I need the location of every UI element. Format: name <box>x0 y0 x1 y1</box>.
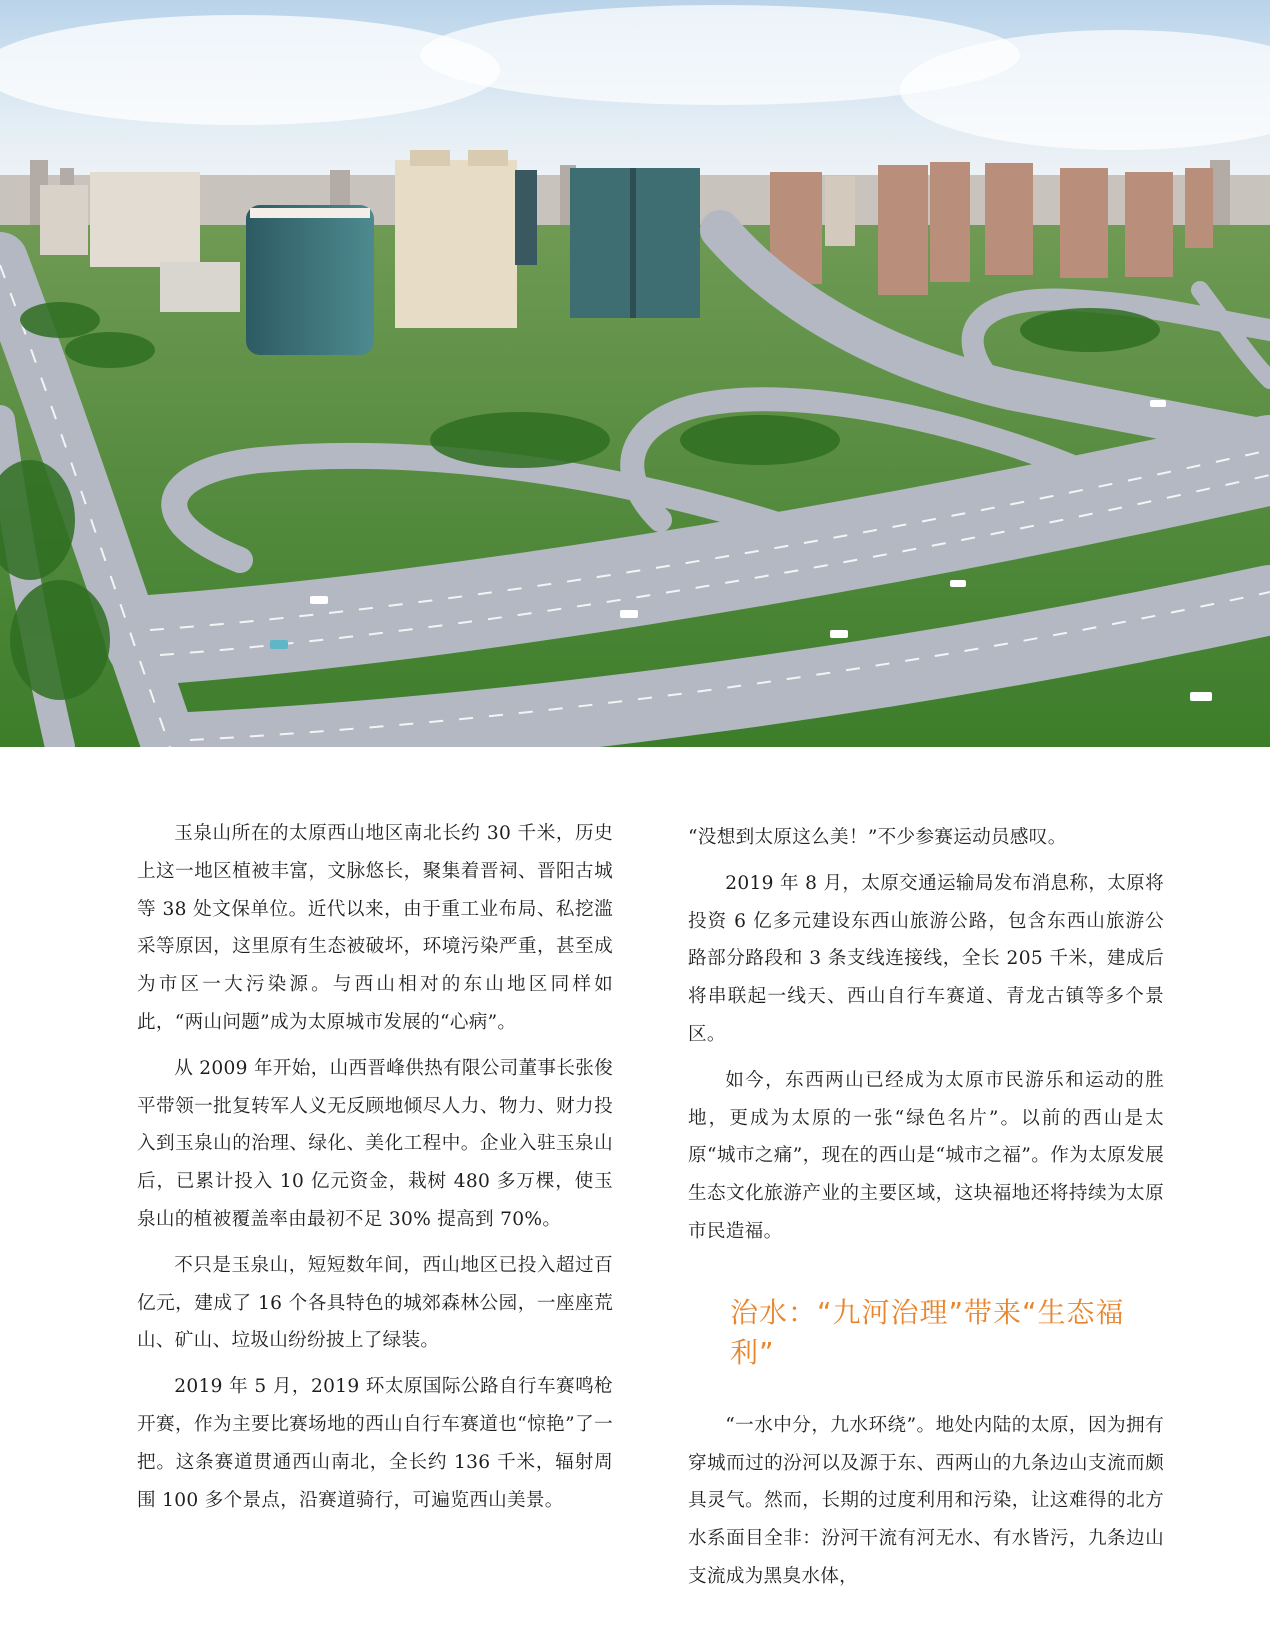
left-text-column <box>137 815 613 1527</box>
city-highway-interchange-icon <box>0 0 1270 747</box>
paragraph: 2019 年 5 月，2019 环太原国际公路自行车赛鸣枪开赛，作为主要比赛场地的西山自行车赛道也“惊艳”了一把。这条赛道贯通西山南北，全长约 136 千米，辐射周围 100 多个景点，沿赛道骑行，可遍览西山美景。 <box>137 1376 613 1511</box>
aerial-city-photo <box>0 0 1270 747</box>
right-text-column <box>688 819 1164 1604</box>
paragraph: 玉泉山所在的太原西山地区南北长约 30 千米，历史上这一地区植被丰富，文脉悠长，聚集着晋祠、晋阳古城等 38 处文保单位。近代以来，由于重工业布局、私挖滥采等原因，这里原有生态被破坏，环境污染严重，甚至成为市区一大污染源。与西山相对的东山地区同样如此，“两山问题”成为太原城市发展的“心病”。 <box>137 823 613 1033</box>
paragraph: 2019 年 8 月，太原交通运输局发布消息称，太原将投资 6 亿多元建设东西山旅游公路，包含东西山旅游公路部分路段和 3 条支线连接线，全长 205 千米，建成后将串联起一线天、西山自行车赛道、青龙古镇等多个景区。 <box>688 872 1164 1045</box>
paragraph: 从 2009 年开始，山西晋峰供热有限公司董事长张俊平带领一批复转军人义无反顾地倾尽人力、物力、财力投入到玉泉山的治理、绿化、美化工程中。企业入驻玉泉山后，已累计投入 10 亿元资金，栽树 480 多万棵，使玉泉山的植被覆盖率由最初不足 30% 提高到 70%。 <box>137 1057 614 1230</box>
section-heading: 治水：“九河治理”带来“生态福利” <box>730 1295 1125 1369</box>
paragraph: 如今，东西两山已经成为太原市民游乐和运动的胜地，更成为太原的一张“绿色名片”。以前的西山是太原“城市之痛”，现在的西山是“城市之福”。作为太原发展生态文化旅游产业的主要区域，这块福地还将持续为太原市民造福。 <box>688 1069 1164 1242</box>
continued-paragraph: “没想到太原这么美！”不少参赛运动员感叹。 <box>688 827 1067 848</box>
paragraph: “一水中分，九水环绕”。地处内陆的太原，因为拥有穿城而过的汾河以及源于东、西两山的九条边山支流而颇具灵气。然而，长期的过度利用和污染，让这难得的北方水系面目全非：汾河干流有河无水、有水皆污，九条边山支流成为黑臭水体， <box>688 1414 1164 1587</box>
paragraph: 不只是玉泉山，短短数年间，西山地区已投入超过百亿元，建成了 16 个各具特色的城郊森林公园，一座座荒山、矿山、垃圾山纷纷披上了绿装。 <box>137 1254 613 1352</box>
